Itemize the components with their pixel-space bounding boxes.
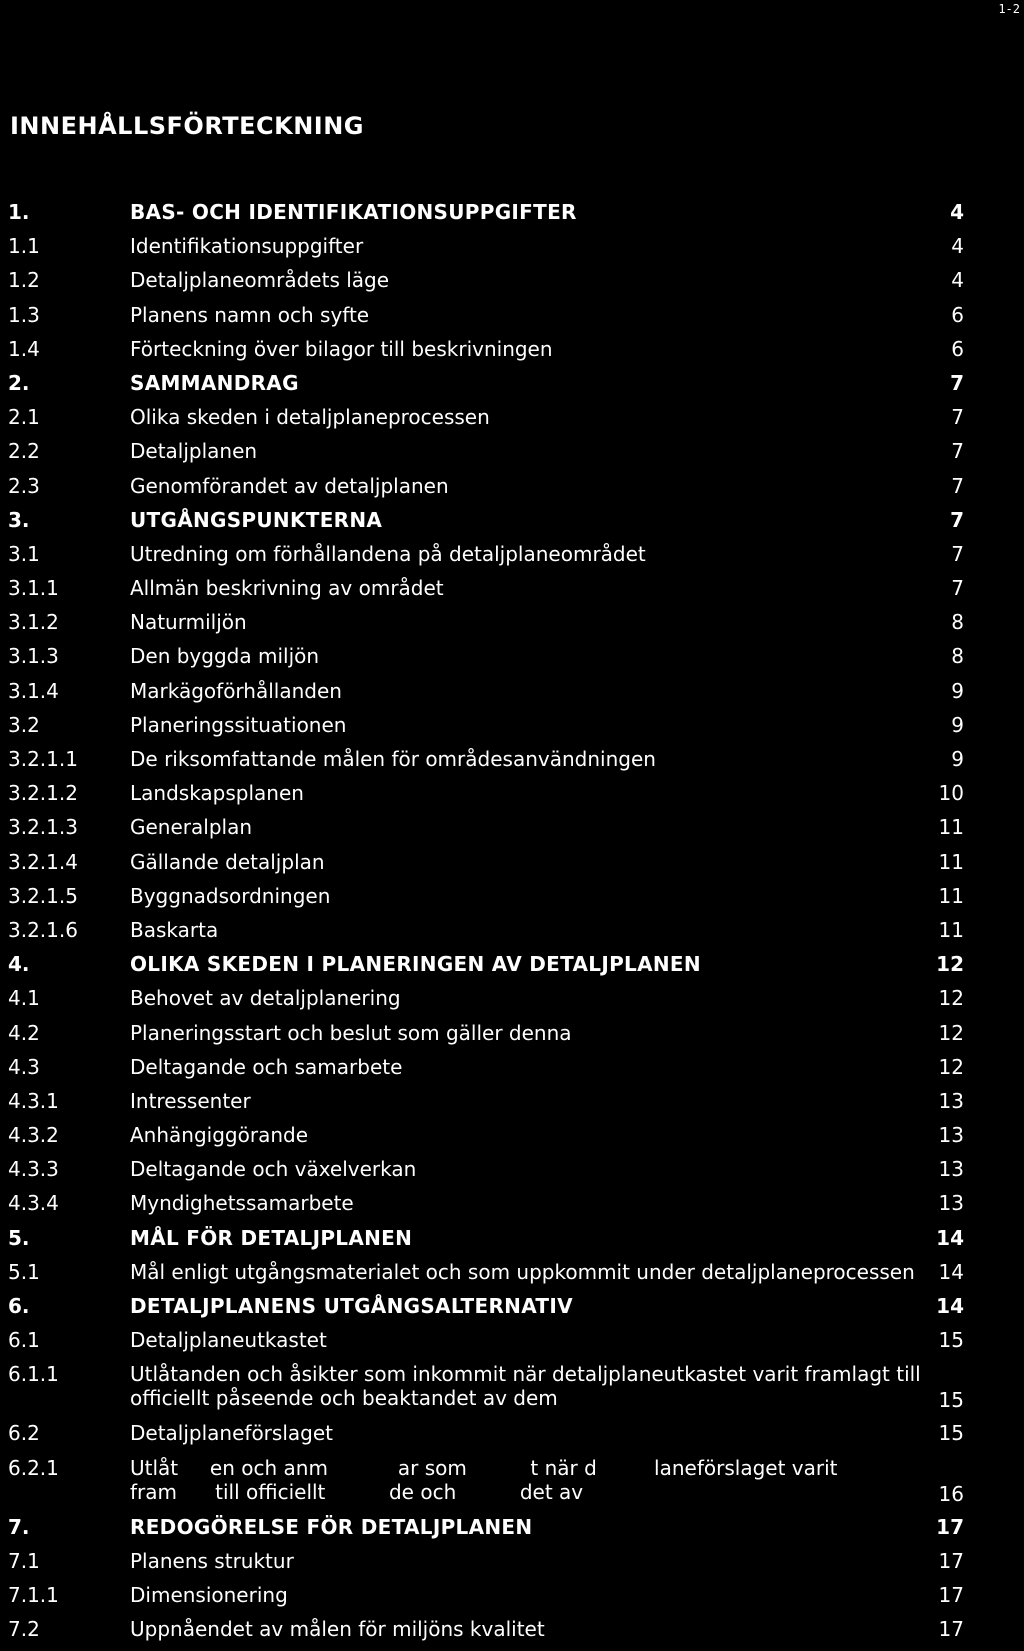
toc-row — [0, 1191, 1024, 1225]
toc-entry-text: Planeringssituationen — [130, 712, 347, 737]
toc-row — [0, 1055, 1024, 1089]
toc-row — [0, 1328, 1024, 1362]
toc-page-number: 13 — [938, 1191, 964, 1216]
toc-row — [0, 713, 1024, 747]
toc-entry-text: Behovet av detaljplanering — [130, 986, 401, 1011]
toc-number: 3.1.3 — [8, 644, 59, 669]
toc-entry-text: Förteckning över bilagor till beskrivningen — [130, 336, 553, 361]
toc-number: 1.2 — [8, 268, 40, 293]
toc-number: 3. — [8, 507, 30, 532]
toc-number: 3.2.1.6 — [8, 917, 78, 942]
toc-page-number: 8 — [951, 644, 964, 669]
toc-page-number: 13 — [938, 1088, 964, 1113]
toc-page-number: 7 — [950, 370, 964, 395]
toc-number: 4.3.1 — [8, 1088, 59, 1113]
toc-entry-text: Anhängiggörande — [130, 1123, 308, 1148]
toc-row — [0, 679, 1024, 713]
toc-entry-text: Naturmiljön — [130, 610, 247, 635]
toc-entry-text: Detaljplaneförslaget — [130, 1421, 333, 1446]
toc-row — [0, 1549, 1024, 1583]
toc-heading-row — [0, 1515, 1024, 1549]
toc-page-number: 12 — [936, 952, 964, 977]
toc-row — [0, 268, 1024, 302]
toc-row — [0, 918, 1024, 952]
toc-entry-text: Uppnåendet av målen för miljöns kvalitet — [130, 1617, 545, 1642]
toc-page-number: 17 — [936, 1514, 964, 1539]
toc-row — [0, 1123, 1024, 1157]
toc-row — [0, 815, 1024, 849]
toc-page-number: 13 — [938, 1157, 964, 1182]
toc-entry-text: SAMMANDRAG — [130, 370, 299, 395]
toc-page-number: 4 — [951, 268, 964, 293]
toc-heading-row — [0, 508, 1024, 542]
toc-row — [0, 234, 1024, 268]
toc-entry-text: Detaljplanen — [130, 439, 258, 464]
toc-entry-text: Planeringsstart och beslut som gäller denna — [130, 1020, 572, 1045]
toc-number: 3.1 — [8, 541, 40, 566]
toc-row — [0, 747, 1024, 781]
toc-row — [0, 644, 1024, 678]
toc-page-number: 13 — [938, 1123, 964, 1148]
toc-number: 5. — [8, 1225, 30, 1250]
document-title: INNEHÅLLSFÖRTECKNING — [10, 112, 365, 140]
toc-page-number: 7 — [951, 439, 964, 464]
toc-entry-text: Mål enligt utgångsmaterialet och som uppkommit under detaljplaneprocessen — [130, 1259, 915, 1284]
toc-entry-text: Detaljplaneutkastet — [130, 1328, 327, 1353]
toc-number: 7. — [8, 1514, 30, 1539]
toc-entry-text: Markägoförhållanden — [130, 678, 342, 703]
toc-heading-row — [0, 952, 1024, 986]
toc-number: 3.1.4 — [8, 678, 59, 703]
toc-page-number: 7 — [950, 507, 964, 532]
toc-entry-text: BAS- OCH IDENTIFIKATIONSUPPGIFTER — [130, 200, 577, 224]
toc-heading-row — [0, 1226, 1024, 1260]
toc-entry-text: De riksomfattande målen för områdesanvändningen — [130, 747, 656, 771]
toc-page-number: 9 — [951, 712, 964, 737]
toc-row — [0, 576, 1024, 610]
toc-number: 6.1.1 — [8, 1362, 59, 1387]
toc-number: 6.2 — [8, 1421, 40, 1446]
toc-row — [0, 439, 1024, 473]
toc-page-number: 9 — [951, 747, 964, 771]
toc-number: 7.1 — [8, 1548, 40, 1573]
toc-number: 4.3.4 — [8, 1191, 59, 1216]
toc-number: 4.3.2 — [8, 1123, 59, 1148]
toc-entry-text: Intressenter — [130, 1088, 251, 1113]
toc-number: 3.2.1.5 — [8, 883, 78, 908]
toc-page-number: 7 — [951, 541, 964, 566]
toc-row — [0, 303, 1024, 337]
toc-heading-row — [0, 200, 1024, 234]
toc-page-number: 10 — [938, 781, 964, 806]
toc-row — [0, 474, 1024, 508]
toc-page-number: 17 — [938, 1617, 964, 1642]
toc-number: 3.1.2 — [8, 610, 59, 635]
toc-number: 3.2.1.2 — [8, 781, 78, 806]
toc-number: 2. — [8, 370, 30, 395]
toc-row — [0, 1260, 1024, 1294]
toc-entry-text: Utredning om förhållandena på detaljplaneområdet — [130, 541, 646, 566]
toc-entry-text: Byggnadsordningen — [130, 883, 331, 908]
toc-entry-text: MÅL FÖR DETALJPLANEN — [130, 1225, 413, 1250]
toc-number: 7.2 — [8, 1617, 40, 1642]
toc-row — [0, 986, 1024, 1020]
toc-entry-text: Planens namn och syfte — [130, 302, 370, 327]
toc-row — [0, 1421, 1024, 1455]
toc-number: 3.2.1.3 — [8, 815, 78, 840]
toc-entry-text: UTGÅNGSPUNKTERNA — [130, 507, 383, 532]
toc-row — [0, 542, 1024, 576]
toc-page-number: 11 — [938, 917, 964, 942]
toc-page-number: 7 — [951, 405, 964, 430]
toc-entry-text: Planens struktur — [130, 1548, 294, 1573]
toc-number: 1. — [8, 200, 30, 224]
toc-number: 2.3 — [8, 473, 40, 498]
toc-entry-text: Detaljplaneområdets läge — [130, 268, 390, 293]
toc-row — [0, 1157, 1024, 1191]
toc-page-number: 12 — [938, 986, 964, 1011]
toc-number: 3.1.1 — [8, 576, 59, 601]
toc-row — [0, 1456, 1024, 1515]
toc-page-number: 11 — [938, 849, 964, 874]
toc-row — [0, 337, 1024, 371]
toc-number: 6.2.1 — [8, 1455, 59, 1480]
toc-entry-text: Olika skeden i detaljplaneprocessen — [130, 405, 490, 430]
toc-entry-text: Gällande detaljplan — [130, 849, 325, 874]
toc-row — [0, 781, 1024, 815]
toc-page-number: 9 — [951, 678, 964, 703]
toc-number: 2.2 — [8, 439, 40, 464]
toc-number: 1.4 — [8, 336, 40, 361]
toc-number: 6. — [8, 1294, 30, 1318]
toc-page-number: 14 — [936, 1294, 964, 1318]
toc-page-number: 7 — [951, 473, 964, 498]
toc-page-number: 11 — [938, 815, 964, 840]
toc-page-number: 15 — [938, 1421, 964, 1446]
toc-heading-row — [0, 371, 1024, 405]
toc-number: 6.1 — [8, 1328, 40, 1353]
toc-page-number: 7 — [951, 576, 964, 601]
table-of-contents — [0, 200, 1024, 1651]
toc-number: 3.2.1.4 — [8, 849, 78, 874]
toc-page-number: 15 — [938, 1328, 964, 1353]
toc-row — [0, 1089, 1024, 1123]
toc-number: 4.3.3 — [8, 1157, 59, 1182]
toc-row — [0, 610, 1024, 644]
toc-page-number: 6 — [951, 302, 964, 327]
toc-entry-text: Genomförandet av detaljplanen — [130, 473, 449, 498]
toc-heading-row — [0, 1294, 1024, 1328]
toc-entry-text: DETALJPLANENS UTGÅNGSALTERNATIV — [130, 1294, 573, 1318]
toc-entry-text: Utlåtanden och åsikter som inkommit när detaljplaneutkastet varit framlagt till officiellt påseende och beaktandet av dem — [130, 1362, 921, 1411]
toc-row — [0, 1362, 1024, 1421]
toc-page-number: 16 — [938, 1481, 964, 1506]
toc-row — [0, 1583, 1024, 1617]
toc-number: 4.1 — [8, 986, 40, 1011]
toc-page-number: 12 — [938, 1054, 964, 1079]
toc-entry-text: Den byggda miljön — [130, 644, 320, 669]
toc-number: 7.1.1 — [8, 1582, 59, 1607]
toc-page-number: 17 — [938, 1582, 964, 1607]
toc-entry-text: Landskapsplanen — [130, 781, 304, 806]
toc-number: 1.3 — [8, 302, 40, 327]
toc-number: 3.2.1.1 — [8, 747, 78, 771]
toc-page-number: 15 — [938, 1388, 964, 1413]
toc-row — [0, 850, 1024, 884]
toc-entry-text: Dimensionering — [130, 1582, 288, 1607]
toc-row — [0, 1021, 1024, 1055]
toc-page-number: 12 — [938, 1020, 964, 1045]
toc-entry-text: Myndighetssamarbete — [130, 1191, 354, 1216]
page-number: 1-2 — [998, 2, 1020, 16]
toc-page-number: 4 — [950, 200, 964, 224]
toc-page-number: 14 — [938, 1259, 964, 1284]
toc-entry-text: Identifikationsuppgifter — [130, 234, 364, 259]
toc-page-number: 6 — [951, 336, 964, 361]
toc-page-number: 11 — [938, 883, 964, 908]
toc-page-number: 8 — [951, 610, 964, 635]
toc-number: 1.1 — [8, 234, 40, 259]
toc-entry-text: Allmän beskrivning av området — [130, 576, 444, 601]
toc-number: 3.2 — [8, 712, 40, 737]
toc-number: 5.1 — [8, 1259, 40, 1284]
toc-number: 4.2 — [8, 1020, 40, 1045]
toc-number: 4. — [8, 952, 30, 977]
toc-number: 4.3 — [8, 1054, 40, 1079]
toc-entry-text: Utlåt en och anm ar som t när d laneförslaget varit fram till officiellt de och det av — [130, 1455, 838, 1504]
toc-row — [0, 1617, 1024, 1651]
toc-page-number: 4 — [951, 234, 964, 259]
toc-entry-text: Deltagande och samarbete — [130, 1054, 403, 1079]
toc-row — [0, 405, 1024, 439]
toc-entry-text: Generalplan — [130, 815, 253, 840]
toc-page-number: 17 — [938, 1548, 964, 1573]
toc-entry-text: REDOGÖRELSE FÖR DETALJPLANEN — [130, 1514, 533, 1539]
toc-entry-text: OLIKA SKEDEN I PLANERINGEN AV DETALJPLANEN — [130, 952, 701, 977]
toc-page-number: 14 — [936, 1225, 964, 1250]
toc-number: 2.1 — [8, 405, 40, 430]
toc-row — [0, 884, 1024, 918]
toc-entry-text: Deltagande och växelverkan — [130, 1157, 417, 1182]
toc-entry-text: Baskarta — [130, 917, 219, 942]
